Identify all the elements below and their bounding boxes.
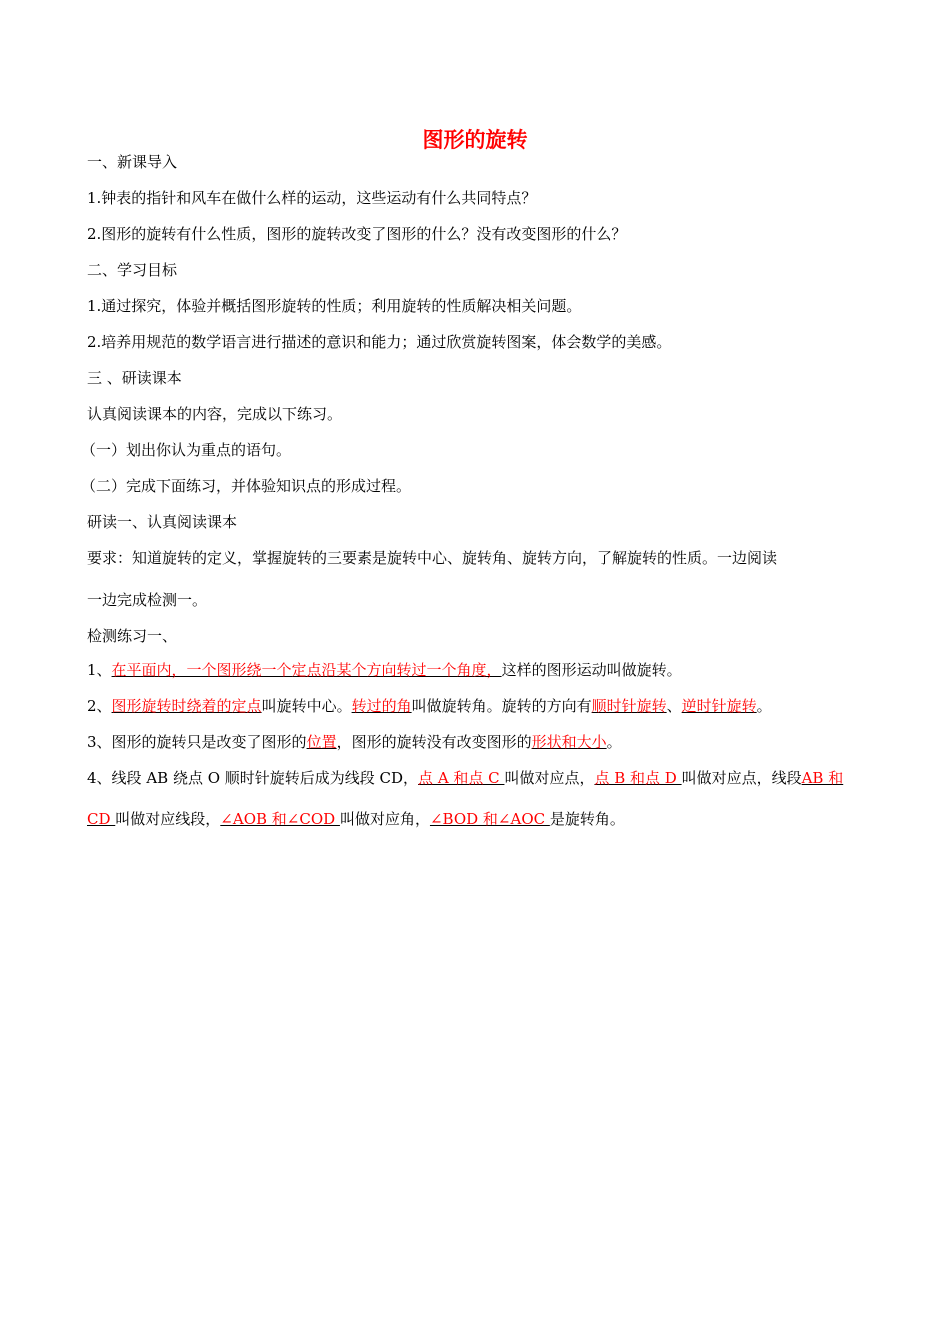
exercise-item-2 <box>87 696 772 716</box>
exercise-heading: 检测练习一、 <box>87 627 178 645</box>
requirement-line-2: 一边完成检测一。 <box>87 591 208 609</box>
answer-points-a-c: 点 A 和点 C <box>418 769 505 787</box>
item-text: ，图形的旋转没有改变图形的 <box>336 733 532 751</box>
answer-clockwise: 顺时针旋转 <box>591 697 667 715</box>
answer-segments-part-1: AB 和 <box>801 769 844 787</box>
item-text: 叫做对应点， <box>504 769 595 787</box>
item-text: 叫做对应角， <box>339 810 430 828</box>
answer-position: 位置 <box>306 733 337 751</box>
intro-question-2: 2.图形的旋转有什么性质，图形的旋转改变了图形的什么？没有改变图形的什么？ <box>87 225 627 243</box>
answer-rotation-center: 图形旋转时绕着的定点 <box>111 697 262 715</box>
item-number: 4、 <box>87 769 112 787</box>
item-text: 叫旋转中心。 <box>261 697 352 715</box>
learning-goal-2: 2.培养用规范的数学语言进行描述的意识和能力；通过欣赏旋转图案，体会数学的美感。 <box>87 333 672 351</box>
answer-corresponding-angles: ∠AOB 和∠COD <box>220 810 340 828</box>
item-text: 图形的旋转只是改变了图形的 <box>111 733 307 751</box>
section-heading-intro: 一、新课导入 <box>87 153 178 171</box>
answer-segments-part-2: CD <box>87 810 116 828</box>
exercise-item-1 <box>87 660 682 680</box>
item-number: 2、 <box>87 697 112 715</box>
answer-points-b-d: 点 B 和点 D <box>594 769 682 787</box>
reading-subheading: 研读一、认真阅读课本 <box>87 513 238 531</box>
answer-shape-size: 形状和大小 <box>531 733 607 751</box>
requirement-line-1: 要求：知道旋转的定义，掌握旋转的三要素是旋转中心、旋转角、旋转方向，了解旋转的性质。一边阅读 <box>87 549 778 567</box>
reading-step-2: （二）完成下面练习，并体验知识点的形成过程。 <box>81 477 412 495</box>
answer-rotation-definition: 在平面内，一个图形绕一个定点沿某个方向转过一个角度， <box>111 661 502 679</box>
item-text: 。 <box>756 697 772 715</box>
answer-rotation-angles: ∠BOD 和∠AOC <box>429 810 550 828</box>
item-number: 1、 <box>87 661 112 679</box>
item-text: 、 <box>666 697 682 715</box>
exercise-item-3 <box>87 732 622 752</box>
section-heading-goals: 二、学习目标 <box>87 261 178 279</box>
learning-goal-1: 1.通过探究，体验并概括图形旋转的性质；利用旋转的性质解决相关问题。 <box>87 297 582 315</box>
item-text: 是旋转角。 <box>549 810 625 828</box>
page-title: 图形的旋转 <box>422 128 528 152</box>
intro-question-1: 1.钟表的指针和风车在做什么样的运动，这些运动有什么共同特点？ <box>87 189 537 207</box>
answer-rotation-angle: 转过的角 <box>351 697 412 715</box>
item-text: 叫做对应线段， <box>115 810 221 828</box>
item-text: 叫做对应点，线段 <box>681 769 802 787</box>
reading-intro: 认真阅读课本的内容，完成以下练习。 <box>87 405 343 423</box>
item-text: 。 <box>606 733 622 751</box>
answer-counterclockwise: 逆时针旋转 <box>681 697 757 715</box>
exercise-item-4-line-2 <box>87 809 625 829</box>
item-number: 3、 <box>87 733 112 751</box>
exercise-item-4-line-1 <box>87 768 843 788</box>
item-text: 这样的图形运动叫做旋转。 <box>501 661 682 679</box>
item-text: 叫做旋转角。旋转的方向有 <box>411 697 592 715</box>
item-text: 线段 AB 绕点 O 顺时针旋转后成为线段 CD， <box>111 769 419 787</box>
section-heading-reading: 三 、研读课本 <box>87 369 182 387</box>
reading-step-1: （一）划出你认为重点的语句。 <box>81 441 292 459</box>
